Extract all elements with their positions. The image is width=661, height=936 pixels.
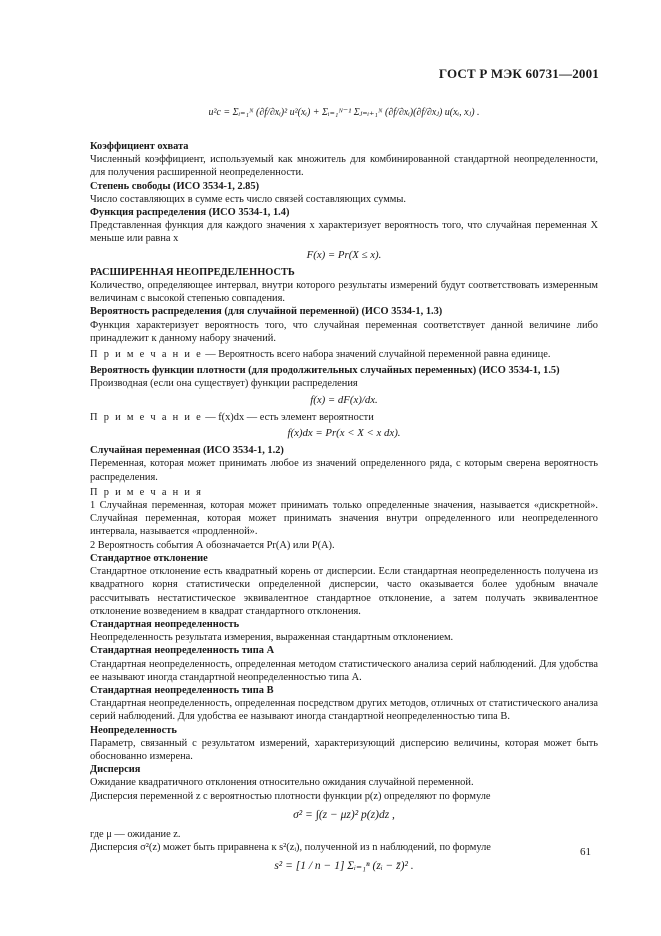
term-standard-deviation: Стандартное отклонение xyxy=(90,552,208,564)
term-dispersion: Дисперсия xyxy=(90,764,141,776)
term-dof: Степень свободы (ИСО 3534-1, 2.85) xyxy=(90,180,260,192)
text-coverage: Численный коэффициент, используемый как множитель для комбинированной стандартной неопределенности, для получения расширенной неопределенности. xyxy=(90,154,598,179)
term-density: Вероятность функции плотности (для продолжительных случайных переменных) (ИСО 3534-1, 1.5) xyxy=(90,365,560,377)
formula-probability-element: f(x)dx = Pr(x < X < x dx). xyxy=(287,427,401,440)
text-dispersion-3: Дисперсия σ²(z) может быть приравнена к s²(zᵢ), полученной из n наблюдений, по формуле xyxy=(90,842,491,854)
notes-item-2: 2 Вероятность события А обозначается Pr(A) или P(A). xyxy=(90,539,335,551)
text-expanded-uncertainty: Количество, определяющее интервал, внутри которого результаты измерений будут соответствовать измеренным величинам с высокой степенью совпадения. xyxy=(90,280,598,305)
text-dispersion-1: Ожидание квадратичного отклонения относительно ожидания случайной переменной. xyxy=(90,777,474,789)
formula-combined-uncertainty: u²c = Σᵢ₌₁ᴺ (∂f/∂xᵢ)² u²(xᵢ) + Σᵢ₌₁ᴺ⁻¹ Σⱼ₌ᵢ₊₁ᴺ (∂f/∂xᵢ)(∂f/∂xⱼ) u(xᵢ, xⱼ) . xyxy=(208,107,480,118)
formula-distribution: F(x) = Pr(X ≤ x). xyxy=(306,248,382,261)
term-standard-uncertainty: Стандартная неопределенность xyxy=(90,618,240,630)
term-probability-distribution: Вероятность распределения (для случайной переменной) (ИСО 3534-1, 1.3) xyxy=(90,306,443,318)
note1-text: — Вероятность всего набора значений случайной переменной равна единице. xyxy=(202,349,551,361)
term-standard-uncertainty-a: Стандартная неопределенность типа А xyxy=(90,645,275,657)
notes-label: П р и м е ч а н и я xyxy=(90,486,203,498)
notes-item-1: 1 Случайная переменная, которая может принимать только определенные значения, называется «дискретной». Случайная переменная, которая может принимать значения внутри определенного или неопределенного интервала, называется «продленной». xyxy=(90,500,598,538)
formula-variance: σ² = ∫(z − μz)² p(z)dz , xyxy=(293,808,395,821)
term-expanded-uncertainty: РАСШИРЕННАЯ НЕОПРЕДЕЛЕННОСТЬ xyxy=(90,266,295,278)
text-standard-deviation: Стандартное отклонение есть квадратный корень от дисперсии. Если стандартная неопределенность получена из квадратного корня статистически определенной дисперсии, часто оказывается более удобным вначале рассчитывать нестатистическое эквивалентное стандартное отклонение, а затем получать эквивалентное отклонение возведением в квадрат стандартного отклонения. xyxy=(90,566,598,617)
page-number: 61 xyxy=(580,846,591,858)
formula-sample-variance: s² = [1 / n − 1] Σᵢ₌₁ⁿ (zᵢ − z̄)² . xyxy=(274,860,414,873)
note2-label: П р и м е ч а н и е xyxy=(90,411,203,423)
text-distribution-function: Представленная функция для каждого значения x характеризует вероятность того, что случайная переменная X меньше или равна x xyxy=(90,220,598,245)
text-probability-distribution: Функция характеризует вероятность того, что случайная переменная соответствует данной величине либо принадлежит к данному набору значений. xyxy=(90,319,598,344)
note1-label: П р и м е ч а н и е xyxy=(90,349,203,361)
document-header: ГОСТ Р МЭК 60731—2001 xyxy=(438,66,599,81)
term-uncertainty: Неопределенность xyxy=(90,724,177,736)
text-where-mu: где μ — ожидание z. xyxy=(90,828,181,840)
text-random-variable: Переменная, которая может принимать любое из значений определенного ряда, с которым сверена вероятность распределения. xyxy=(90,458,598,483)
text-standard-uncertainty-a: Стандартная неопределенность, определенная методом статистического анализа серий наблюдений. Для удобства ее называют иногда стандартной неопределенностью типа А. xyxy=(90,658,598,683)
note2-text: — f(x)dx — есть элемент вероятности xyxy=(202,411,374,423)
term-standard-uncertainty-b: Стандартная неопределенность типа В xyxy=(90,684,274,696)
term-distribution-function: Функция распределения (ИСО 3534-1, 1.4) xyxy=(90,207,290,219)
text-uncertainty: Параметр, связанный с результатом измерений, характеризующий дисперсию величины, которая может быть обоснованно измерена. xyxy=(90,737,598,762)
text-dof: Число составляющих в сумме есть число связей составляющих суммы. xyxy=(90,193,406,205)
text-dispersion-2: Дисперсия переменной z с вероятностью плотности функции p(z) определяют по формуле xyxy=(90,790,491,802)
text-standard-uncertainty-b: Стандартная неопределенность, определенная посредством других методов, отличных от статистического анализа серий наблюдений. Для удобства ее называют иногда стандартной неопределенностью типа В. xyxy=(90,698,598,723)
term-random-variable: Случайная переменная (ИСО 3534-1, 1.2) xyxy=(90,445,284,457)
document-body xyxy=(90,102,598,880)
term-coverage: Коэффициент охвата xyxy=(90,141,189,152)
formula-density: f(x) = dF(x)/dx. xyxy=(310,393,378,406)
text-density: Производная (если она существует) функции распределения xyxy=(90,378,358,390)
text-standard-uncertainty: Неопределенность результата измерения, выраженная стандартным отклонением. xyxy=(90,632,454,644)
